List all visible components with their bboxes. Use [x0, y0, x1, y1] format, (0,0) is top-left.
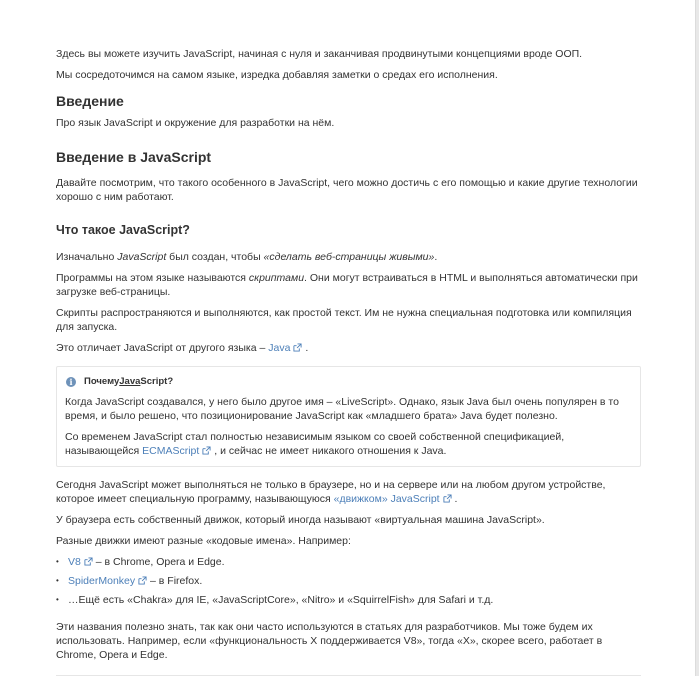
- paragraph-names-usage: Эти названия полезно знать, так как они часто используются в статьях для разработчиков. Мы тоже будем их использовать. Например, если «функциональность X поддерживается V8», тогда «X», скорее всего, работает в Chrome, Opera и Edge.: [56, 621, 603, 661]
- article: [56, 47, 641, 662]
- external-link-icon: [84, 557, 93, 566]
- note-box: [56, 366, 641, 467]
- external-link-icon: [443, 494, 452, 503]
- external-link-icon: [202, 446, 211, 455]
- paragraph-vm: У браузера есть собственный движок, который иногда называют «виртуальная машина JavaScript».: [56, 514, 545, 526]
- paragraph-origin: Изначально JavaScript был создан, чтобы «сделать веб-страницы живыми».: [56, 251, 438, 263]
- section-description-introduction: Про язык JavaScript и окружение для разработки на нём.: [56, 117, 335, 129]
- java-link[interactable]: Java: [268, 342, 302, 354]
- v8-link[interactable]: V8: [68, 556, 93, 568]
- spidermonkey-link[interactable]: SpiderMonkey: [68, 575, 147, 587]
- intro-paragraph-2: Мы сосредоточимся на самом языке, изредка добавляя заметки о средах его исполнения.: [56, 69, 498, 81]
- subsection-title-what-is-js: Что такое JavaScript?: [56, 223, 190, 237]
- list-item: • V8 – в Chrome, Opera и Edge.: [56, 555, 641, 569]
- section-description-js-intro: Давайте посмотрим, что такого особенного в JavaScript, чего можно достичь с его помощью и какие другие технологии хорошо с ним работают.: [56, 177, 638, 203]
- info-icon: i: [66, 377, 76, 387]
- note-paragraph-2: Со временем JavaScript стал полностью независимым языком со своей собственной спецификацией, называющейся ECMAScript , и сейчас не имеет никакого отношения к Java.: [65, 431, 565, 457]
- engine-list: [56, 555, 641, 607]
- paragraph-java: Это отличает JavaScript от другого языка – Java .: [56, 342, 309, 354]
- note-title: i Почему Java Script?: [65, 375, 632, 389]
- paragraph-plain-text: Скрипты распространяются и выполняются, как простой текст. Им не нужна специальная подготовка или компиляция для запуска.: [56, 307, 632, 333]
- scrollbar[interactable]: [695, 0, 699, 676]
- paragraph-codenames: Разные движки имеют разные «кодовые имена». Например:: [56, 535, 351, 547]
- js-engine-link[interactable]: «движком» JavaScript: [334, 493, 452, 505]
- list-item: • …Ещё есть «Chakra» для IE, «JavaScriptCore», «Nitro» и «SquirrelFish» для Safari и т.д.: [56, 593, 641, 607]
- paragraph-engine: Сегодня JavaScript может выполняться не только в браузере, но и на сервере или на любом другом устройстве, которое имеет специальную программу, называющуюся «движком» JavaScript .: [56, 479, 606, 505]
- external-link-icon: [138, 576, 147, 585]
- intro-paragraph-1: Здесь вы можете изучить JavaScript, начиная с нуля и заканчивая продвинутыми концепциями вроде ООП.: [56, 48, 583, 60]
- section-title-introduction: Введение: [56, 93, 124, 109]
- paragraph-scripts: Программы на этом языке называются скриптами. Они могут встраиваться в HTML и выполняться автоматически при загрузке веб-страницы.: [56, 272, 638, 298]
- note-paragraph-1: Когда JavaScript создавался, у него было другое имя – «LiveScript». Однако, язык Java был очень популярен в то время, и было решено, что позиционирование JavaScript как «младшего брата» Java будет полезно.: [65, 396, 619, 422]
- list-item: • SpiderMonkey – в Firefox.: [56, 574, 641, 588]
- section-title-js-intro: Введение в JavaScript: [56, 149, 212, 165]
- ecmascript-link[interactable]: ECMAScript: [142, 445, 211, 457]
